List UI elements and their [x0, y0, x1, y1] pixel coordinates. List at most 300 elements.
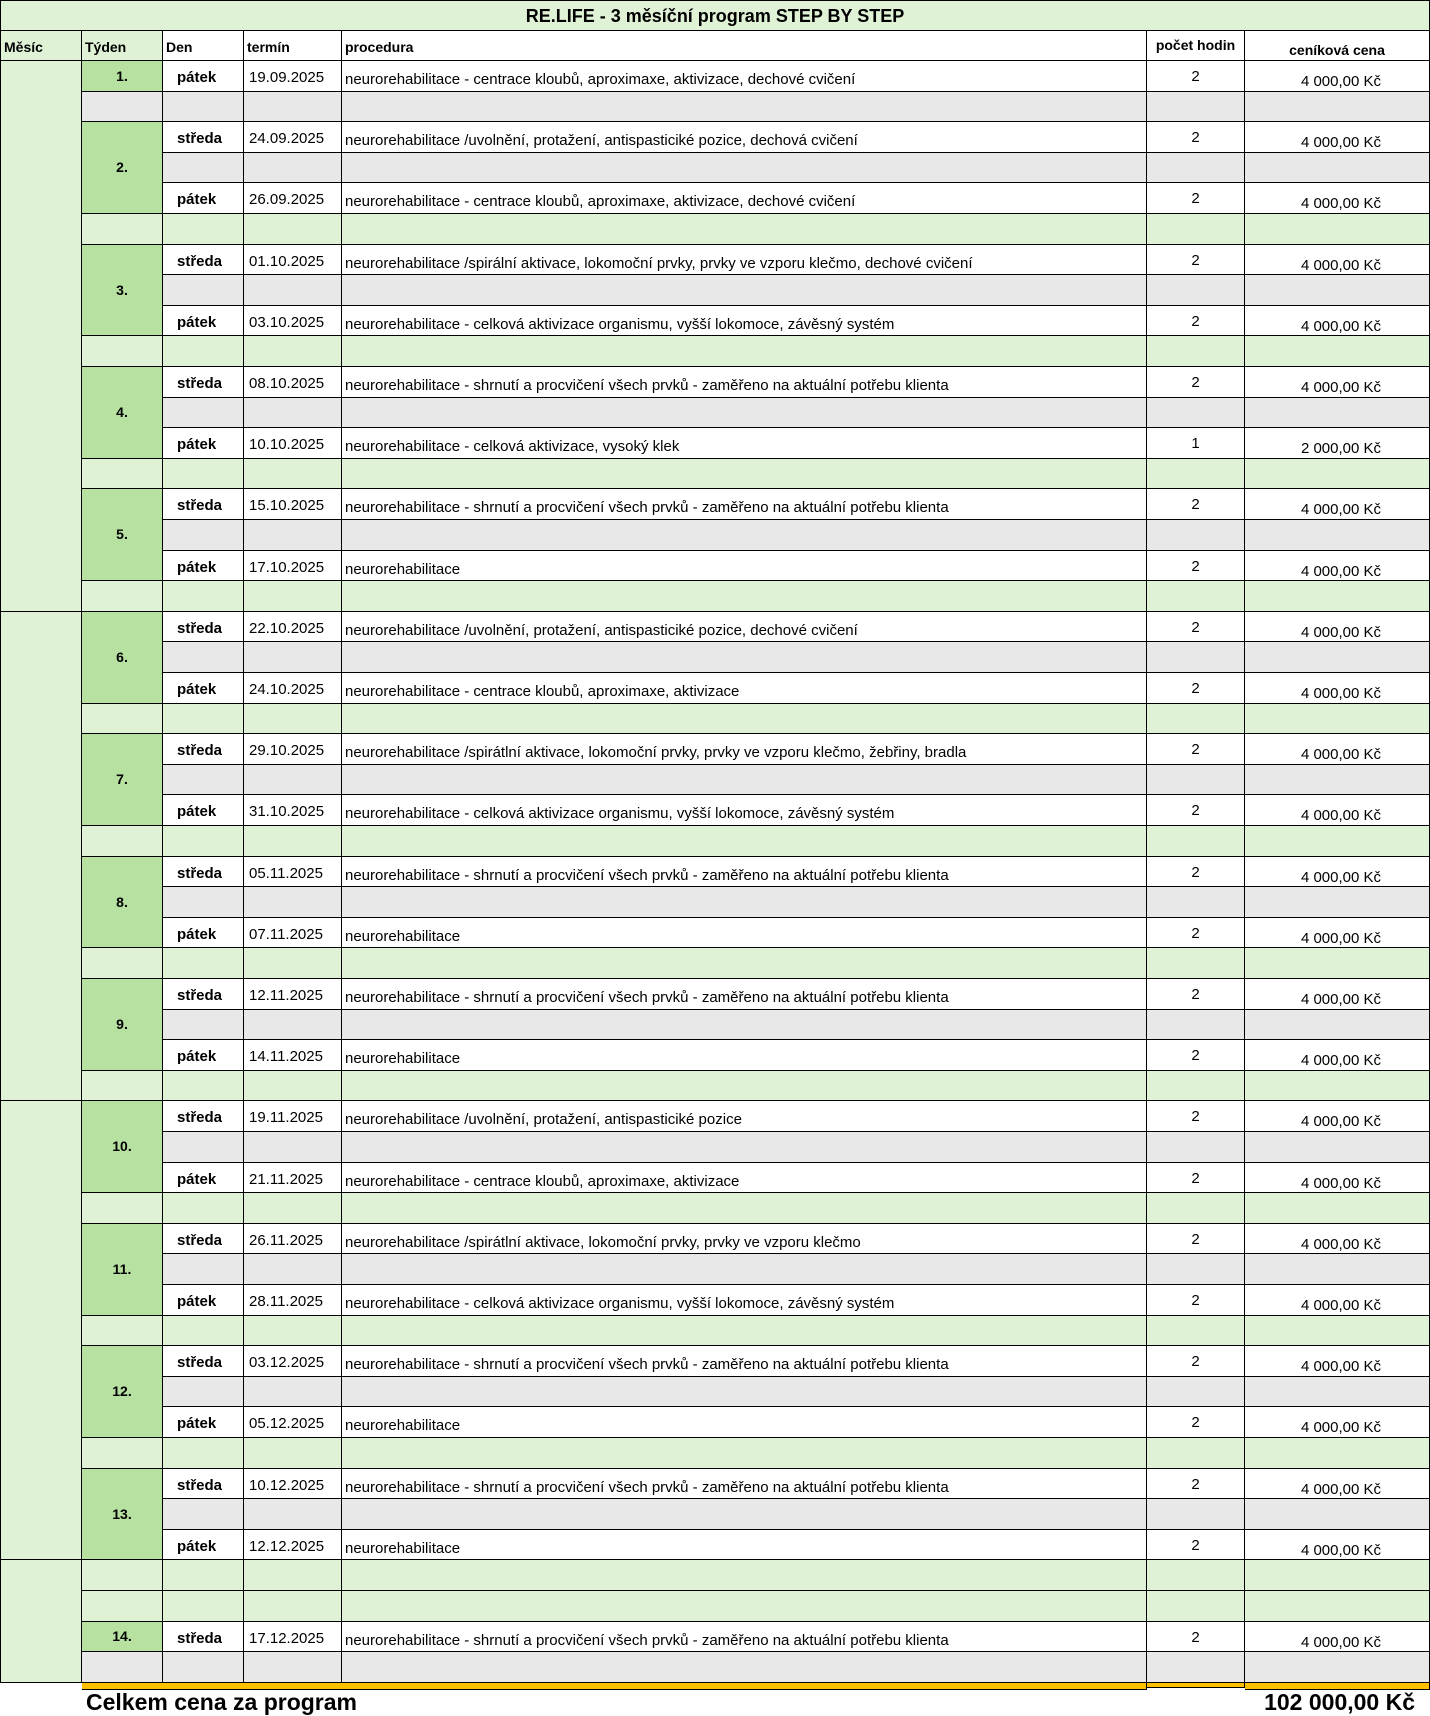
- blank-row-cell: [342, 520, 1147, 551]
- session-date: 03.10.2025: [244, 306, 342, 336]
- session-procedure: neurorehabilitace - shrnutí a procvičení všech prvků - zaměřeno na aktuální potřebu klienta: [342, 489, 1147, 520]
- session-price: 4 000,00 Kč: [1245, 183, 1430, 214]
- spacer-row-cell: [82, 704, 163, 734]
- spacer-row-cell: [163, 826, 244, 857]
- spacer-row-cell: [244, 1316, 342, 1346]
- session-date: 26.09.2025: [244, 183, 342, 214]
- header-procedure: procedura: [342, 31, 1147, 61]
- session-price: 4 000,00 Kč: [1245, 979, 1430, 1010]
- blank-row-cell: [1245, 887, 1430, 918]
- blank-row-cell: [244, 1499, 342, 1530]
- blank-row-cell: [1245, 642, 1430, 673]
- month-cell: [0, 1560, 82, 1683]
- blank-row-cell: [1147, 1010, 1245, 1040]
- week-number: 13.: [82, 1469, 163, 1560]
- spacer-row-cell: [1245, 581, 1430, 612]
- blank-row-cell: [163, 1377, 244, 1407]
- session-day: středa: [163, 1101, 244, 1132]
- session-procedure: neurorehabilitace - shrnutí a procvičení všech prvků - zaměřeno na aktuální potřebu klienta: [342, 1622, 1147, 1652]
- blank-row-cell: [244, 275, 342, 306]
- blank-row-cell: [1245, 1132, 1430, 1163]
- spacer-row-cell: [244, 704, 342, 734]
- blank-row-cell: [244, 398, 342, 428]
- session-day: pátek: [163, 1530, 244, 1560]
- spacer-row-cell: [342, 1071, 1147, 1101]
- session-procedure: neurorehabilitace /uvolnění, protažení, antispasticiké pozice: [342, 1101, 1147, 1132]
- blank-row-cell: [163, 275, 244, 306]
- session-procedure: neurorehabilitace: [342, 1040, 1147, 1071]
- spacer-row-cell: [1147, 826, 1245, 857]
- spacer-row-cell: [244, 459, 342, 489]
- blank-row-cell: [1147, 398, 1245, 428]
- session-price: 4 000,00 Kč: [1245, 367, 1430, 398]
- spacer-row-cell: [82, 214, 163, 245]
- blank-row-cell: [342, 1254, 1147, 1285]
- spacer-row-cell: [244, 1193, 342, 1224]
- spacer-row-cell: [342, 826, 1147, 857]
- spacer-row-cell: [244, 336, 342, 367]
- blank-row-cell: [342, 642, 1147, 673]
- spacer-row-cell: [244, 948, 342, 979]
- session-procedure: neurorehabilitace - centrace kloubů, aproximaxe, aktivizace, dechové cvičení: [342, 183, 1147, 214]
- blank-row-cell: [163, 765, 244, 795]
- session-day: středa: [163, 1622, 244, 1652]
- session-day: středa: [163, 489, 244, 520]
- session-procedure: neurorehabilitace - shrnutí a procvičení všech prvků - zaměřeno na aktuální potřebu klienta: [342, 1346, 1147, 1377]
- session-hours: 1: [1147, 428, 1245, 459]
- month-cell: [0, 612, 82, 1101]
- session-day: středa: [163, 979, 244, 1010]
- blank-row-cell: [1147, 1499, 1245, 1530]
- blank-row-cell: [244, 1652, 342, 1683]
- blank-row-cell: [244, 765, 342, 795]
- session-hours: 2: [1147, 122, 1245, 153]
- session-date: 15.10.2025: [244, 489, 342, 520]
- session-hours: 2: [1147, 1469, 1245, 1499]
- spacer-row-cell: [163, 1316, 244, 1346]
- session-hours: 2: [1147, 1407, 1245, 1438]
- session-procedure: neurorehabilitace: [342, 918, 1147, 948]
- session-procedure: neurorehabilitace - celková aktivizace organismu, vyšší lokomoce, závěsný systém: [342, 306, 1147, 336]
- week-number: 12.: [82, 1346, 163, 1438]
- session-price: 4 000,00 Kč: [1245, 918, 1430, 948]
- spacer-row-cell: [342, 1438, 1147, 1469]
- spacer-row-cell: [163, 704, 244, 734]
- session-day: středa: [163, 367, 244, 398]
- blank-row-cell: [342, 153, 1147, 183]
- spacer-row-cell: [1147, 1591, 1245, 1622]
- spacer-row-cell: [163, 336, 244, 367]
- blank-row-cell: [1147, 1652, 1245, 1683]
- session-procedure: neurorehabilitace - shrnutí a procvičení všech prvků - zaměřeno na aktuální potřebu klienta: [342, 857, 1147, 887]
- session-procedure: neurorehabilitace /spirátlní aktivace, lokomoční prvky, prvky ve vzporu klečmo: [342, 1224, 1147, 1254]
- spacer-row-cell: [342, 1591, 1147, 1622]
- blank-row-cell: [1147, 765, 1245, 795]
- spacer-row-cell: [244, 1591, 342, 1622]
- session-price: 4 000,00 Kč: [1245, 673, 1430, 704]
- header-hours: počet hodin: [1147, 31, 1245, 61]
- blank-row-cell: [1245, 398, 1430, 428]
- spacer-row-cell: [1245, 1193, 1430, 1224]
- session-hours: 2: [1147, 612, 1245, 642]
- header-date: termín: [244, 31, 342, 61]
- session-procedure: neurorehabilitace - shrnutí a procvičení všech prvků - zaměřeno na aktuální potřebu klienta: [342, 979, 1147, 1010]
- total-label: Celkem cena za program: [82, 1683, 1147, 1690]
- spacer-row-cell: [342, 948, 1147, 979]
- blank-row-cell: [1245, 1652, 1430, 1683]
- month-cell: [0, 1101, 82, 1560]
- session-hours: 2: [1147, 1346, 1245, 1377]
- spacer-row-cell: [163, 1071, 244, 1101]
- spacer-row-cell: [1147, 336, 1245, 367]
- blank-row-cell: [163, 642, 244, 673]
- blank-row-cell: [163, 520, 244, 551]
- session-date: 10.12.2025: [244, 1469, 342, 1499]
- session-price: 4 000,00 Kč: [1245, 612, 1430, 642]
- session-day: středa: [163, 245, 244, 275]
- session-day: pátek: [163, 183, 244, 214]
- session-day: pátek: [163, 551, 244, 581]
- blank-row-cell: [163, 92, 244, 122]
- month-cell: [0, 61, 82, 612]
- spacer-row-cell: [82, 948, 163, 979]
- week-number: 2.: [82, 122, 163, 214]
- session-hours: 2: [1147, 1224, 1245, 1254]
- header-week: Týden: [82, 31, 163, 61]
- session-hours: 2: [1147, 1163, 1245, 1193]
- blank-row-cell: [1147, 1254, 1245, 1285]
- session-procedure: neurorehabilitace - shrnutí a procvičení všech prvků - zaměřeno na aktuální potřebu klienta: [342, 1469, 1147, 1499]
- session-procedure: neurorehabilitace - centrace kloubů, aproximaxe, aktivizace: [342, 673, 1147, 704]
- blank-row-cell: [163, 1132, 244, 1163]
- blank-row-cell: [244, 1377, 342, 1407]
- session-price: 2 000,00 Kč: [1245, 428, 1430, 459]
- session-hours: 2: [1147, 1622, 1245, 1652]
- session-hours: 2: [1147, 1101, 1245, 1132]
- session-date: 24.09.2025: [244, 122, 342, 153]
- session-price: 4 000,00 Kč: [1245, 1407, 1430, 1438]
- session-date: 01.10.2025: [244, 245, 342, 275]
- session-price: 4 000,00 Kč: [1245, 1163, 1430, 1193]
- session-day: pátek: [163, 918, 244, 948]
- spacer-row-cell: [244, 1560, 342, 1591]
- session-date: 26.11.2025: [244, 1224, 342, 1254]
- blank-row-cell: [1245, 92, 1430, 122]
- session-hours: 2: [1147, 795, 1245, 826]
- blank-row-cell: [244, 92, 342, 122]
- total-value: 102 000,00 Kč: [1245, 1683, 1430, 1690]
- blank-row-cell: [163, 398, 244, 428]
- session-price: 4 000,00 Kč: [1245, 1285, 1430, 1316]
- spacer-row-cell: [342, 1316, 1147, 1346]
- spacer-row-cell: [342, 459, 1147, 489]
- spacer-row-cell: [342, 336, 1147, 367]
- session-day: středa: [163, 1224, 244, 1254]
- blank-row-cell: [1245, 1377, 1430, 1407]
- session-procedure: neurorehabilitace /spirátlní aktivace, lokomoční prvky, prvky ve vzporu klečmo, žebřiny, bradla: [342, 734, 1147, 765]
- session-price: 4 000,00 Kč: [1245, 1530, 1430, 1560]
- blank-row-cell: [342, 1010, 1147, 1040]
- spacer-row-cell: [342, 1560, 1147, 1591]
- spacer-row-cell: [1147, 459, 1245, 489]
- spacer-row-cell: [163, 459, 244, 489]
- blank-row-cell: [342, 887, 1147, 918]
- session-price: 4 000,00 Kč: [1245, 1224, 1430, 1254]
- spacer-row-cell: [163, 948, 244, 979]
- blank-row-cell: [244, 1254, 342, 1285]
- session-day: pátek: [163, 306, 244, 336]
- blank-row-cell: [1245, 153, 1430, 183]
- spacer-row-cell: [82, 826, 163, 857]
- session-price: 4 000,00 Kč: [1245, 306, 1430, 336]
- session-hours: 2: [1147, 1285, 1245, 1316]
- session-price: 4 000,00 Kč: [1245, 489, 1430, 520]
- spacer-row-cell: [1147, 704, 1245, 734]
- blank-row-cell: [163, 887, 244, 918]
- spacer-row-cell: [82, 1316, 163, 1346]
- session-price: 4 000,00 Kč: [1245, 1346, 1430, 1377]
- blank-row-cell: [1245, 275, 1430, 306]
- session-day: pátek: [163, 428, 244, 459]
- blank-row-cell: [82, 1652, 163, 1683]
- session-hours: 2: [1147, 673, 1245, 704]
- session-day: pátek: [163, 1407, 244, 1438]
- blank-row-cell: [1147, 275, 1245, 306]
- spacer-row-cell: [163, 214, 244, 245]
- blank-row-cell: [1245, 520, 1430, 551]
- session-date: 31.10.2025: [244, 795, 342, 826]
- session-hours: 2: [1147, 306, 1245, 336]
- session-date: 05.12.2025: [244, 1407, 342, 1438]
- session-hours: 2: [1147, 183, 1245, 214]
- blank-row-cell: [1147, 642, 1245, 673]
- session-price: 4 000,00 Kč: [1245, 245, 1430, 275]
- session-day: pátek: [163, 1163, 244, 1193]
- session-price: 4 000,00 Kč: [1245, 1469, 1430, 1499]
- spacer-row-cell: [244, 1438, 342, 1469]
- session-day: pátek: [163, 61, 244, 92]
- session-date: 24.10.2025: [244, 673, 342, 704]
- session-price: 4 000,00 Kč: [1245, 61, 1430, 92]
- blank-row-cell: [163, 153, 244, 183]
- session-date: 19.09.2025: [244, 61, 342, 92]
- session-hours: 2: [1147, 1530, 1245, 1560]
- session-hours: 2: [1147, 1040, 1245, 1071]
- header-price: ceníková cena: [1245, 31, 1430, 61]
- sheet-title: RE.LIFE - 3 měsíční program STEP BY STEP: [0, 0, 1430, 31]
- session-hours: 2: [1147, 918, 1245, 948]
- spacer-row-cell: [1245, 336, 1430, 367]
- session-day: středa: [163, 122, 244, 153]
- header-month: Měsíc: [0, 31, 82, 61]
- session-hours: 2: [1147, 734, 1245, 765]
- blank-row-cell: [244, 153, 342, 183]
- total-spacer: [1147, 1683, 1245, 1688]
- week-number: 3.: [82, 245, 163, 336]
- spacer-row-cell: [342, 581, 1147, 612]
- session-hours: 2: [1147, 979, 1245, 1010]
- spacer-row-cell: [342, 1193, 1147, 1224]
- session-price: 4 000,00 Kč: [1245, 1040, 1430, 1071]
- blank-row-cell: [1147, 520, 1245, 551]
- session-day: pátek: [163, 673, 244, 704]
- blank-row-cell: [342, 765, 1147, 795]
- spacer-row-cell: [244, 581, 342, 612]
- session-date: 17.12.2025: [244, 1622, 342, 1652]
- week-number: 5.: [82, 489, 163, 581]
- spacer-row-cell: [342, 214, 1147, 245]
- session-procedure: neurorehabilitace - shrnutí a procvičení všech prvků - zaměřeno na aktuální potřebu klienta: [342, 367, 1147, 398]
- session-day: středa: [163, 1346, 244, 1377]
- session-date: 21.11.2025: [244, 1163, 342, 1193]
- week-number: 10.: [82, 1101, 163, 1193]
- spacer-row-cell: [82, 1193, 163, 1224]
- session-price: 4 000,00 Kč: [1245, 795, 1430, 826]
- blank-row-cell: [163, 1010, 244, 1040]
- spacer-row-cell: [163, 1560, 244, 1591]
- session-date: 10.10.2025: [244, 428, 342, 459]
- spacer-row-cell: [1245, 459, 1430, 489]
- session-day: středa: [163, 857, 244, 887]
- spacer-row-cell: [1245, 214, 1430, 245]
- blank-row-cell: [1147, 1377, 1245, 1407]
- session-day: pátek: [163, 795, 244, 826]
- session-hours: 2: [1147, 857, 1245, 887]
- session-hours: 2: [1147, 489, 1245, 520]
- session-procedure: neurorehabilitace: [342, 1407, 1147, 1438]
- spacer-row-cell: [1245, 1438, 1430, 1469]
- spacer-row-cell: [244, 214, 342, 245]
- session-date: 17.10.2025: [244, 551, 342, 581]
- session-procedure: neurorehabilitace - celková aktivizace, vysoký klek: [342, 428, 1147, 459]
- blank-row-cell: [1147, 887, 1245, 918]
- session-procedure: neurorehabilitace: [342, 551, 1147, 581]
- spacer-row-cell: [1245, 948, 1430, 979]
- blank-row-cell: [82, 92, 163, 122]
- blank-row-cell: [342, 398, 1147, 428]
- session-date: 12.12.2025: [244, 1530, 342, 1560]
- blank-row-cell: [244, 520, 342, 551]
- blank-row-cell: [163, 1652, 244, 1683]
- session-procedure: neurorehabilitace - centrace kloubů, aproximaxe, aktivizace: [342, 1163, 1147, 1193]
- session-hours: 2: [1147, 245, 1245, 275]
- spacer-row-cell: [82, 1560, 163, 1591]
- spacer-row-cell: [82, 1071, 163, 1101]
- spacer-row-cell: [244, 826, 342, 857]
- session-date: 29.10.2025: [244, 734, 342, 765]
- spacer-row-cell: [1147, 1193, 1245, 1224]
- session-hours: 2: [1147, 551, 1245, 581]
- session-date: 19.11.2025: [244, 1101, 342, 1132]
- week-number: 4.: [82, 367, 163, 459]
- session-price: 4 000,00 Kč: [1245, 1101, 1430, 1132]
- blank-row-cell: [244, 1132, 342, 1163]
- session-hours: 2: [1147, 367, 1245, 398]
- session-date: 14.11.2025: [244, 1040, 342, 1071]
- week-number: 1.: [82, 61, 163, 92]
- blank-row-cell: [163, 1254, 244, 1285]
- spacer-row-cell: [1147, 1438, 1245, 1469]
- session-date: 28.11.2025: [244, 1285, 342, 1316]
- session-procedure: neurorehabilitace /spirální aktivace, lokomoční prvky, prvky ve vzporu klečmo, dechové cvičení: [342, 245, 1147, 275]
- week-number: 9.: [82, 979, 163, 1071]
- session-procedure: neurorehabilitace /uvolnění, protažení, antispasticiké pozice, dechové cvičení: [342, 612, 1147, 642]
- spacer-row-cell: [82, 1438, 163, 1469]
- spacer-row-cell: [1245, 1591, 1430, 1622]
- spacer-row-cell: [163, 581, 244, 612]
- spacer-row-cell: [1147, 948, 1245, 979]
- blank-row-cell: [1147, 92, 1245, 122]
- spacer-row-cell: [1147, 214, 1245, 245]
- blank-row-cell: [163, 1499, 244, 1530]
- week-number: 8.: [82, 857, 163, 948]
- session-price: 4 000,00 Kč: [1245, 734, 1430, 765]
- spacer-row-cell: [82, 581, 163, 612]
- session-day: středa: [163, 734, 244, 765]
- session-price: 4 000,00 Kč: [1245, 1622, 1430, 1652]
- session-procedure: neurorehabilitace - centrace kloubů, aproximaxe, aktivizace, dechové cvičení: [342, 61, 1147, 92]
- spacer-row-cell: [1147, 1071, 1245, 1101]
- week-number: 7.: [82, 734, 163, 826]
- header-day: Den: [163, 31, 244, 61]
- session-day: středa: [163, 612, 244, 642]
- session-procedure: neurorehabilitace - celková aktivizace organismu, vyšší lokomoce, závěsný systém: [342, 1285, 1147, 1316]
- spacer-row-cell: [1245, 704, 1430, 734]
- blank-row-cell: [342, 1377, 1147, 1407]
- spacer-row-cell: [1245, 1560, 1430, 1591]
- blank-row-cell: [342, 92, 1147, 122]
- session-procedure: neurorehabilitace - celková aktivizace organismu, vyšší lokomoce, závěsný systém: [342, 795, 1147, 826]
- blank-row-cell: [244, 887, 342, 918]
- session-day: středa: [163, 1469, 244, 1499]
- week-number: 11.: [82, 1224, 163, 1316]
- spacer-row-cell: [163, 1438, 244, 1469]
- session-date: 12.11.2025: [244, 979, 342, 1010]
- week-number: 14.: [82, 1622, 163, 1652]
- blank-row-cell: [244, 1010, 342, 1040]
- session-procedure: neurorehabilitace: [342, 1530, 1147, 1560]
- spacer-row-cell: [1245, 1071, 1430, 1101]
- week-number: 6.: [82, 612, 163, 704]
- spacer-row-cell: [82, 1591, 163, 1622]
- spacer-row-cell: [1245, 826, 1430, 857]
- blank-row-cell: [244, 642, 342, 673]
- spacer-row-cell: [1147, 1560, 1245, 1591]
- blank-row-cell: [1245, 1010, 1430, 1040]
- blank-row-cell: [342, 1652, 1147, 1683]
- blank-row-cell: [1147, 153, 1245, 183]
- session-date: 03.12.2025: [244, 1346, 342, 1377]
- spacer-row-cell: [342, 704, 1147, 734]
- blank-row-cell: [1245, 1254, 1430, 1285]
- spacer-row-cell: [1147, 1316, 1245, 1346]
- session-hours: 2: [1147, 61, 1245, 92]
- session-date: 22.10.2025: [244, 612, 342, 642]
- session-price: 4 000,00 Kč: [1245, 551, 1430, 581]
- spacer-row-cell: [82, 459, 163, 489]
- session-day: pátek: [163, 1040, 244, 1071]
- spacer-row-cell: [82, 336, 163, 367]
- spacer-row-cell: [163, 1591, 244, 1622]
- blank-row-cell: [1245, 765, 1430, 795]
- session-date: 07.11.2025: [244, 918, 342, 948]
- session-price: 4 000,00 Kč: [1245, 122, 1430, 153]
- blank-row-cell: [342, 275, 1147, 306]
- blank-row-cell: [342, 1132, 1147, 1163]
- blank-row-cell: [342, 1499, 1147, 1530]
- session-price: 4 000,00 Kč: [1245, 857, 1430, 887]
- session-date: 05.11.2025: [244, 857, 342, 887]
